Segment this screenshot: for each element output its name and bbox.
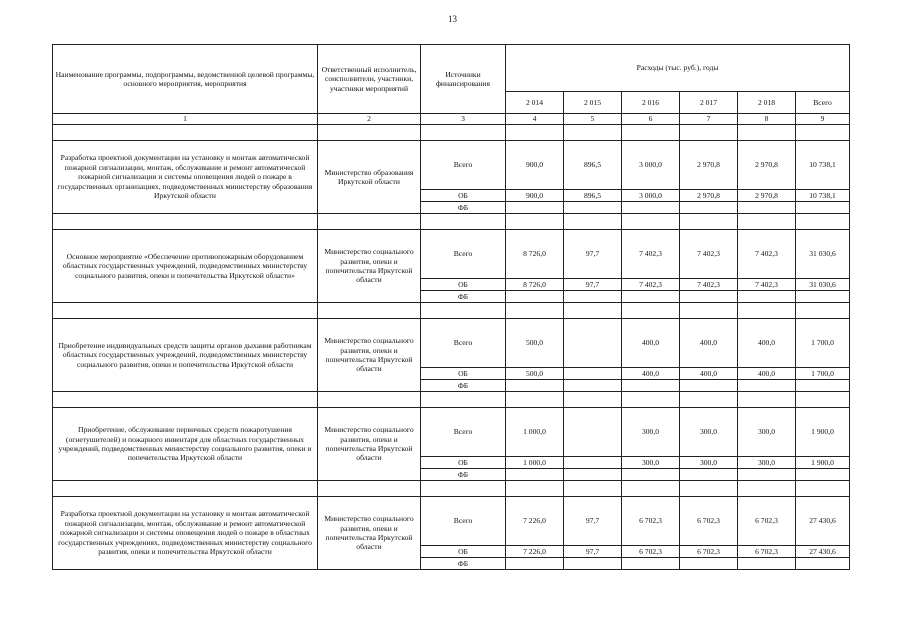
separator-cell <box>680 214 738 230</box>
source-cell: Всего <box>421 497 506 546</box>
year-value-cell <box>564 368 622 380</box>
block-separator <box>53 125 850 141</box>
block-separator <box>53 392 850 408</box>
separator-cell <box>680 303 738 319</box>
year-value-cell: 2 970,8 <box>680 190 738 202</box>
column-number: 9 <box>796 114 850 125</box>
year-value-cell: 2 970,8 <box>680 141 738 190</box>
year-value-cell: 7 402,3 <box>738 279 796 291</box>
total-value-cell: 1 900,0 <box>796 457 850 469</box>
year-value-cell <box>738 469 796 481</box>
separator-cell <box>796 481 850 497</box>
year-value-cell <box>622 469 680 481</box>
responsible-cell: Министерство социального развития, опеки и попечительства Иркутской области <box>318 319 421 392</box>
separator-cell <box>421 392 506 408</box>
year-value-cell <box>680 291 738 303</box>
separator-cell <box>53 125 318 141</box>
table-row <box>53 230 850 279</box>
header-year: 2 014 <box>506 92 564 114</box>
header-name: Наименование программы, подпрограммы, ведомственной целевой программы, основного мероприятия, мероприятия <box>53 45 318 114</box>
year-value-cell: 8 726,0 <box>506 279 564 291</box>
total-value-cell: 10 738,1 <box>796 190 850 202</box>
year-value-cell: 500,0 <box>506 319 564 368</box>
total-value-cell: 31 030,6 <box>796 279 850 291</box>
year-value-cell: 97,7 <box>564 497 622 546</box>
source-cell: ФБ <box>421 469 506 481</box>
year-value-cell: 7 402,3 <box>738 230 796 279</box>
year-value-cell: 300,0 <box>622 408 680 457</box>
table-row <box>53 319 850 368</box>
year-value-cell <box>564 202 622 214</box>
year-value-cell <box>564 380 622 392</box>
year-value-cell <box>506 469 564 481</box>
year-value-cell <box>622 291 680 303</box>
year-value-cell: 97,7 <box>564 230 622 279</box>
year-value-cell <box>680 202 738 214</box>
table-row <box>53 141 850 190</box>
year-value-cell <box>564 457 622 469</box>
separator-cell <box>53 214 318 230</box>
source-cell: ФБ <box>421 202 506 214</box>
year-value-cell: 2 970,8 <box>738 190 796 202</box>
separator-cell <box>53 303 318 319</box>
separator-cell <box>738 214 796 230</box>
year-value-cell: 3 000,0 <box>622 190 680 202</box>
year-value-cell: 400,0 <box>622 368 680 380</box>
responsible-cell: Министерство социального развития, опеки и попечительства Иркутской области <box>318 497 421 570</box>
header-total: Всего <box>796 92 850 114</box>
year-value-cell: 300,0 <box>738 457 796 469</box>
total-value-cell <box>796 202 850 214</box>
year-value-cell <box>564 558 622 570</box>
source-cell: Всего <box>421 408 506 457</box>
year-value-cell: 7 402,3 <box>680 230 738 279</box>
year-value-cell: 6 702,3 <box>680 497 738 546</box>
responsible-cell: Министерство образования Иркутской области <box>318 141 421 214</box>
program-name-cell: Приобретение индивидуальных средств защиты органов дыхания работникам областных государственных учреждений, подведомственных министерству социального развития, опеки и попечительства Иркутской области <box>53 319 318 392</box>
responsible-cell: Министерство социального развития, опеки и попечительства Иркутской области <box>318 408 421 481</box>
column-number: 5 <box>564 114 622 125</box>
header-responsible: Ответственный исполнитель, соисполнители, участники, участники мероприятий <box>318 45 421 114</box>
year-value-cell: 1 000,0 <box>506 408 564 457</box>
separator-cell <box>796 125 850 141</box>
year-value-cell <box>506 558 564 570</box>
year-value-cell: 6 702,3 <box>738 546 796 558</box>
year-value-cell: 7 226,0 <box>506 497 564 546</box>
year-value-cell: 400,0 <box>738 319 796 368</box>
column-number: 8 <box>738 114 796 125</box>
total-value-cell <box>796 380 850 392</box>
total-value-cell: 27 430,6 <box>796 497 850 546</box>
source-cell: ОБ <box>421 279 506 291</box>
separator-cell <box>680 125 738 141</box>
year-value-cell <box>738 380 796 392</box>
table-row <box>53 408 850 457</box>
source-cell: Всего <box>421 319 506 368</box>
separator-cell <box>318 481 421 497</box>
program-name-cell: Приобретение, обслуживание первичных средств пожаротушения (огнетушителей) и пожарного инвентаря для областных государственных учреждений, подведомственных министерству социального развития, опеки и попечительства Иркутской области <box>53 408 318 481</box>
separator-cell <box>564 303 622 319</box>
separator-cell <box>564 125 622 141</box>
year-value-cell: 6 702,3 <box>622 497 680 546</box>
separator-cell <box>506 214 564 230</box>
column-number: 2 <box>318 114 421 125</box>
total-value-cell <box>796 558 850 570</box>
separator-cell <box>506 303 564 319</box>
separator-cell <box>506 481 564 497</box>
year-value-cell: 896,5 <box>564 141 622 190</box>
separator-cell <box>738 481 796 497</box>
year-value-cell: 900,0 <box>506 141 564 190</box>
source-cell: Всего <box>421 141 506 190</box>
year-value-cell <box>738 202 796 214</box>
year-value-cell: 7 402,3 <box>622 230 680 279</box>
source-cell: ФБ <box>421 291 506 303</box>
year-value-cell: 8 726,0 <box>506 230 564 279</box>
year-value-cell <box>506 291 564 303</box>
separator-cell <box>622 392 680 408</box>
year-value-cell <box>622 380 680 392</box>
block-separator <box>53 481 850 497</box>
year-value-cell: 300,0 <box>680 408 738 457</box>
separator-cell <box>506 392 564 408</box>
header-expenses: Расходы (тыс. руб.), годы <box>506 45 850 92</box>
block-separator <box>53 214 850 230</box>
table-row <box>53 497 850 546</box>
year-value-cell: 6 702,3 <box>738 497 796 546</box>
year-value-cell: 7 402,3 <box>622 279 680 291</box>
separator-cell <box>622 214 680 230</box>
year-value-cell: 500,0 <box>506 368 564 380</box>
year-value-cell: 896,5 <box>564 190 622 202</box>
separator-cell <box>564 392 622 408</box>
year-value-cell: 900,0 <box>506 190 564 202</box>
source-cell: Всего <box>421 230 506 279</box>
separator-cell <box>318 303 421 319</box>
separator-cell <box>421 214 506 230</box>
year-value-cell: 300,0 <box>738 408 796 457</box>
separator-cell <box>796 303 850 319</box>
total-value-cell: 1 700,0 <box>796 368 850 380</box>
separator-cell <box>796 214 850 230</box>
separator-cell <box>564 214 622 230</box>
separator-cell <box>53 481 318 497</box>
total-value-cell: 31 030,6 <box>796 230 850 279</box>
source-cell: ОБ <box>421 190 506 202</box>
header-year: 2 016 <box>622 92 680 114</box>
separator-cell <box>738 125 796 141</box>
year-value-cell <box>506 202 564 214</box>
year-value-cell <box>564 291 622 303</box>
year-value-cell: 7 226,0 <box>506 546 564 558</box>
year-value-cell <box>680 380 738 392</box>
year-value-cell: 300,0 <box>680 457 738 469</box>
column-number: 3 <box>421 114 506 125</box>
separator-cell <box>421 303 506 319</box>
separator-cell <box>564 481 622 497</box>
total-value-cell: 10 738,1 <box>796 141 850 190</box>
column-number: 6 <box>622 114 680 125</box>
total-value-cell: 27 430,6 <box>796 546 850 558</box>
separator-cell <box>421 125 506 141</box>
year-value-cell <box>622 558 680 570</box>
header-sources: Источники финансирования <box>421 45 506 114</box>
year-value-cell <box>738 291 796 303</box>
year-value-cell: 97,7 <box>564 279 622 291</box>
year-value-cell <box>738 558 796 570</box>
program-name-cell: Разработка проектной документации на установку и монтаж автоматической пожарной сигнализации, монтаж, обслуживание и ремонт автоматической пожарной сигнализации и системы оповещения людей о пожаре в областных государственных учреждениях, подведомственных министерству социального развития, опеки и попечительства Иркутской области <box>53 497 318 570</box>
source-cell: ОБ <box>421 457 506 469</box>
year-value-cell <box>564 319 622 368</box>
separator-cell <box>738 392 796 408</box>
page-number: 13 <box>448 14 457 24</box>
year-value-cell <box>564 469 622 481</box>
separator-cell <box>622 125 680 141</box>
separator-cell <box>506 125 564 141</box>
column-number: 1 <box>53 114 318 125</box>
year-value-cell: 400,0 <box>622 319 680 368</box>
column-number: 7 <box>680 114 738 125</box>
program-name-cell: Основное мероприятие «Обеспечение противопожарным оборудованием областных государственных учреждений, подведомственных министерству социального развития, опеки и попечительства Иркутской области» <box>53 230 318 303</box>
total-value-cell: 1 700,0 <box>796 319 850 368</box>
year-value-cell: 6 702,3 <box>680 546 738 558</box>
year-value-cell: 3 000,0 <box>622 141 680 190</box>
column-number: 4 <box>506 114 564 125</box>
separator-cell <box>318 214 421 230</box>
program-name-cell: Разработка проектной документации на установку и монтаж автоматической пожарной сигнализации, монтаж, обслуживание и ремонт автоматической пожарной сигнализации и системы оповещения людей о пожаре в государственных организациях, подведомственных министерству образования Иркутской области <box>53 141 318 214</box>
separator-cell <box>680 481 738 497</box>
year-value-cell: 97,7 <box>564 546 622 558</box>
expenses-table <box>52 44 850 570</box>
year-value-cell <box>680 469 738 481</box>
year-value-cell <box>564 408 622 457</box>
source-cell: ОБ <box>421 368 506 380</box>
year-value-cell: 300,0 <box>622 457 680 469</box>
total-value-cell <box>796 291 850 303</box>
separator-cell <box>738 303 796 319</box>
total-value-cell: 1 900,0 <box>796 408 850 457</box>
separator-cell <box>622 303 680 319</box>
year-value-cell: 7 402,3 <box>680 279 738 291</box>
separator-cell <box>680 392 738 408</box>
year-value-cell <box>506 380 564 392</box>
year-value-cell: 6 702,3 <box>622 546 680 558</box>
separator-cell <box>53 392 318 408</box>
responsible-cell: Министерство социального развития, опеки и попечительства Иркутской области <box>318 230 421 303</box>
year-value-cell: 2 970,8 <box>738 141 796 190</box>
year-value-cell: 1 000,0 <box>506 457 564 469</box>
header-year: 2 017 <box>680 92 738 114</box>
separator-cell <box>421 481 506 497</box>
total-value-cell <box>796 469 850 481</box>
year-value-cell <box>622 202 680 214</box>
source-cell: ФБ <box>421 380 506 392</box>
source-cell: ОБ <box>421 546 506 558</box>
source-cell: ФБ <box>421 558 506 570</box>
block-separator <box>53 303 850 319</box>
year-value-cell <box>680 558 738 570</box>
separator-cell <box>318 125 421 141</box>
table-body <box>53 125 850 570</box>
header-year: 2 015 <box>564 92 622 114</box>
header-year: 2 018 <box>738 92 796 114</box>
year-value-cell: 400,0 <box>680 319 738 368</box>
separator-cell <box>318 392 421 408</box>
year-value-cell: 400,0 <box>738 368 796 380</box>
separator-cell <box>796 392 850 408</box>
separator-cell <box>622 481 680 497</box>
year-value-cell: 400,0 <box>680 368 738 380</box>
